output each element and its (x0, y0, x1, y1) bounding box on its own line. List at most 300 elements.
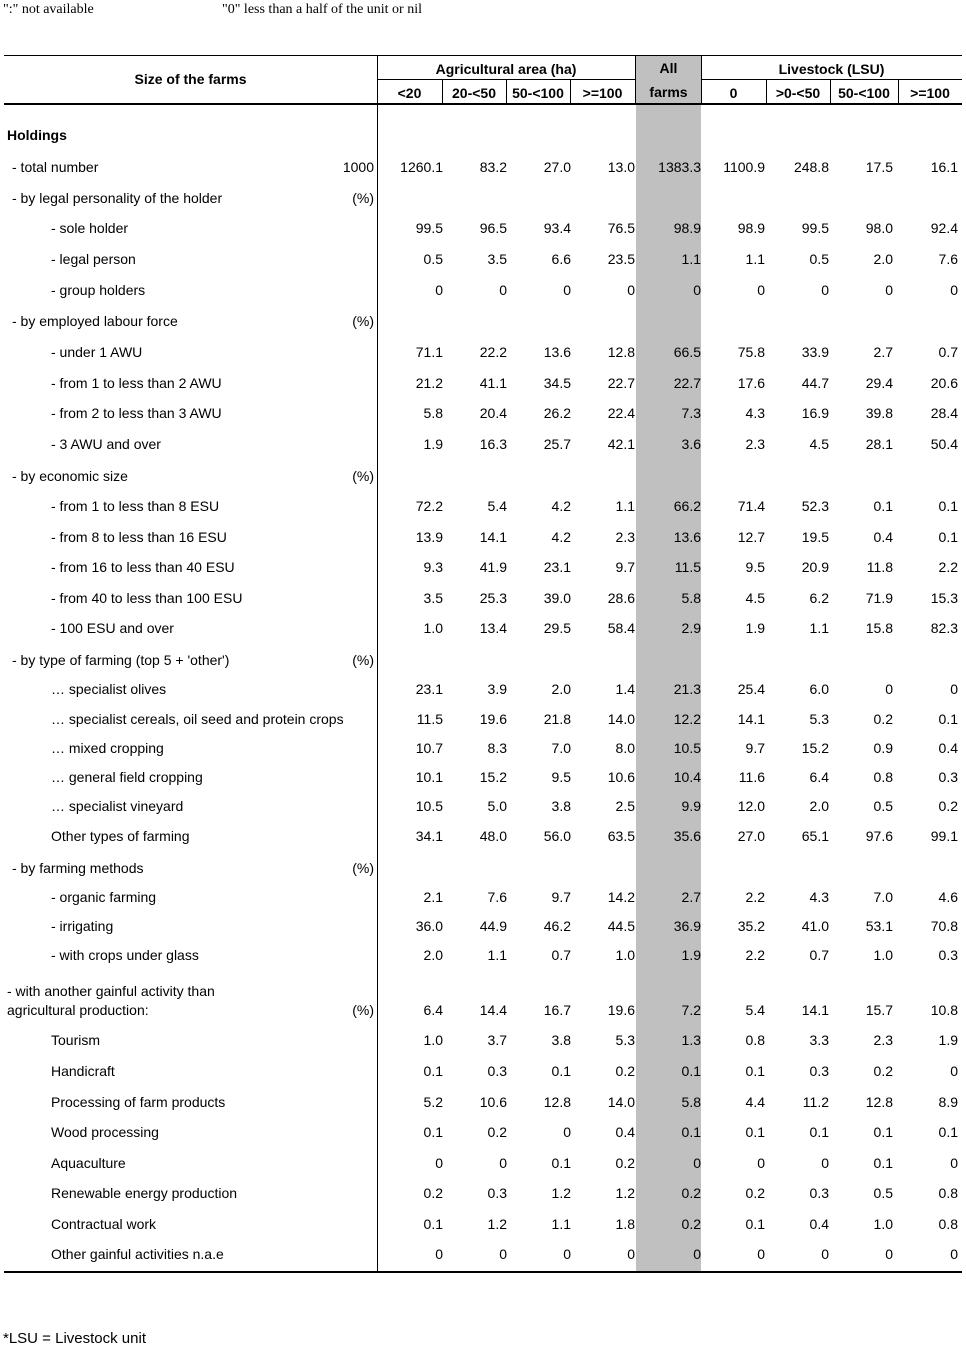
value-cell: 75.8 (737, 344, 765, 360)
all-farms-cell: 10.5 (673, 740, 701, 756)
value-cell: 15.8 (865, 620, 893, 636)
value-cell: 4.4 (745, 1094, 765, 1110)
table-row (4, 1245, 962, 1265)
row-unit: (%) (352, 652, 374, 668)
value-cell: 29.4 (865, 375, 893, 391)
value-cell: 4.6 (938, 889, 958, 905)
value-cell: 33.9 (801, 344, 829, 360)
col-header: >=100 (910, 85, 950, 101)
row-label: - 100 ESU and over (51, 620, 174, 636)
value-cell: 13.4 (479, 620, 507, 636)
value-cell: 12.7 (737, 529, 765, 545)
row-label: - by legal personality of the holder (12, 190, 223, 206)
value-cell: 1100.9 (723, 159, 765, 175)
value-cell: 2.2 (745, 947, 765, 963)
value-cell: 0 (435, 1246, 443, 1262)
all-farms-cell: 1.9 (681, 947, 701, 963)
value-cell: 17.5 (865, 159, 893, 175)
farm-structure-table (4, 55, 962, 1273)
value-cell: 1.9 (423, 436, 443, 452)
value-cell: 16.1 (930, 159, 958, 175)
value-cell: 2.0 (551, 681, 571, 697)
value-cell: 1.9 (938, 1032, 958, 1048)
value-cell: 39.8 (865, 405, 893, 421)
value-cell: 0.7 (551, 947, 571, 963)
value-cell: 10.6 (607, 769, 635, 785)
value-cell: 0.8 (938, 1185, 958, 1201)
value-cell: 53.1 (865, 918, 893, 934)
col-header: 50-<100 (838, 85, 890, 101)
value-cell: 83.2 (479, 159, 507, 175)
value-cell: 0.8 (745, 1032, 765, 1048)
value-cell: 1.2 (487, 1216, 507, 1232)
value-cell: 14.0 (607, 711, 635, 727)
value-cell: 2.3 (745, 436, 765, 452)
row-label: - total number (12, 159, 99, 175)
row-label: Other types of farming (51, 828, 190, 844)
all-farms-cell: 0.2 (681, 1216, 701, 1232)
value-cell: 63.5 (607, 828, 635, 844)
value-cell: 4.5 (809, 436, 829, 452)
value-cell: 0.1 (423, 1216, 443, 1232)
value-cell: 8.9 (938, 1094, 958, 1110)
all-farms-cell: 1383.3 (658, 159, 701, 175)
value-cell: 0.1 (551, 1063, 571, 1079)
value-cell: 10.8 (930, 1002, 958, 1018)
value-cell: 92.4 (930, 220, 958, 236)
all-farms-cell: 10.4 (673, 769, 701, 785)
value-cell: 0 (821, 1246, 829, 1262)
value-cell: 0 (821, 282, 829, 298)
value-cell: 11.2 (802, 1094, 829, 1110)
value-cell: 2.0 (809, 798, 829, 814)
header-agricultural-area: Agricultural area (ha) (435, 61, 577, 77)
value-cell: 4.2 (551, 498, 571, 514)
value-cell: 9.3 (423, 559, 443, 575)
value-cell: 0 (950, 1155, 958, 1171)
value-cell: 1.1 (551, 1216, 571, 1232)
value-cell: 76.5 (607, 220, 635, 236)
value-cell: 1.0 (423, 620, 443, 636)
row-label: - by employed labour force (12, 313, 178, 329)
value-cell: 1.0 (615, 947, 635, 963)
table-row (4, 281, 962, 301)
header-size-of-farms: Size of the farms (134, 71, 247, 87)
table-top-rule (4, 55, 962, 56)
value-cell: 2.3 (873, 1032, 893, 1048)
value-cell: 1.1 (487, 947, 507, 963)
value-cell: 15.3 (930, 590, 958, 606)
col-header: 20-<50 (452, 85, 496, 101)
value-cell: 0.2 (615, 1063, 635, 1079)
value-cell: 28.1 (865, 436, 893, 452)
table-row (4, 946, 962, 966)
row-label: - by farming methods (12, 860, 144, 876)
value-cell: 0 (563, 1124, 571, 1140)
table-row (4, 374, 962, 394)
value-cell: 70.8 (930, 918, 958, 934)
value-cell: 5.4 (745, 1002, 765, 1018)
table-row (4, 888, 962, 908)
table-row (4, 343, 962, 363)
value-cell: 2.0 (423, 947, 443, 963)
header-livestock: Livestock (LSU) (778, 61, 885, 77)
row-label: … general field cropping (51, 769, 203, 785)
row-label: Holdings (7, 127, 67, 143)
value-cell: 0 (821, 1155, 829, 1171)
header-all: All (659, 60, 678, 76)
value-cell: 3.5 (423, 590, 443, 606)
value-cell: 97.6 (865, 828, 893, 844)
value-cell: 21.2 (415, 375, 443, 391)
value-cell: 28.6 (607, 590, 635, 606)
value-cell: 42.1 (607, 436, 635, 452)
table-row (4, 619, 962, 639)
value-cell: 2.7 (873, 344, 893, 360)
value-cell: 19.6 (607, 1002, 635, 1018)
value-cell: 0.4 (938, 740, 958, 756)
value-cell: 3.3 (809, 1032, 829, 1048)
note-zero: "0" less than a half of the unit or nil (222, 2, 422, 17)
value-cell: 13.9 (415, 529, 443, 545)
value-cell: 6.6 (551, 251, 571, 267)
value-cell: 5.0 (487, 798, 507, 814)
value-cell: 0.5 (423, 251, 443, 267)
value-cell: 0.8 (873, 769, 893, 785)
table-row (4, 1123, 962, 1143)
value-cell: 19.6 (479, 711, 507, 727)
row-label: - from 2 to less than 3 AWU (51, 405, 222, 421)
value-cell: 20.6 (930, 375, 958, 391)
value-cell: 0 (757, 1155, 765, 1171)
all-farms-cell: 98.9 (673, 220, 701, 236)
row-unit: (%) (352, 468, 374, 484)
value-cell: 0.1 (423, 1063, 443, 1079)
all-farms-cell: 5.8 (681, 1094, 701, 1110)
value-cell: 0.1 (551, 1155, 571, 1171)
value-cell: 4.3 (745, 405, 765, 421)
row-label: - irrigating (51, 918, 114, 934)
value-cell: 0.7 (809, 947, 829, 963)
value-cell: 99.5 (801, 220, 829, 236)
value-cell: 10.1 (415, 769, 443, 785)
row-label: Handicraft (51, 1063, 115, 1079)
all-farms-cell: 0 (693, 1246, 701, 1262)
value-cell: 96.5 (479, 220, 507, 236)
value-cell: 0 (757, 1246, 765, 1262)
value-cell: 25.3 (479, 590, 507, 606)
value-cell: 41.9 (479, 559, 507, 575)
value-cell: 0.3 (487, 1185, 507, 1201)
value-cell: 0 (499, 282, 507, 298)
value-cell: 16.7 (543, 1002, 571, 1018)
value-cell: 2.2 (938, 559, 958, 575)
value-cell: 14.1 (737, 711, 765, 727)
value-cell: 2.1 (423, 889, 443, 905)
row-label: - legal person (51, 251, 136, 267)
value-cell: 9.5 (745, 559, 765, 575)
value-cell: 0.2 (423, 1185, 443, 1201)
table-row (4, 1184, 962, 1204)
col-header: 0 (729, 85, 738, 101)
value-cell: 1.9 (745, 620, 765, 636)
value-cell: 28.4 (930, 405, 958, 421)
all-farms-cell: 2.7 (681, 889, 701, 905)
value-cell: 3.8 (551, 798, 571, 814)
value-cell: 0.1 (873, 1155, 893, 1171)
value-cell: 0.1 (423, 1124, 443, 1140)
value-cell: 0.3 (809, 1185, 829, 1201)
value-cell: 1.2 (551, 1185, 571, 1201)
value-cell: 0.9 (873, 740, 893, 756)
table-row (4, 1215, 962, 1235)
value-cell: 1.1 (745, 251, 765, 267)
col-header: <20 (397, 85, 422, 101)
all-farms-cell: 0 (693, 1155, 701, 1171)
col-header: >=100 (582, 85, 623, 101)
value-cell: 0.4 (873, 529, 893, 545)
value-cell: 25.7 (543, 436, 571, 452)
all-farms-cell: 1.1 (681, 251, 701, 267)
row-label: … specialist cereals, oil seed and protein crops (51, 711, 344, 727)
value-cell: 22.7 (607, 375, 635, 391)
all-farms-cell: 13.6 (673, 529, 701, 545)
row-label: - from 16 to less than 40 ESU (51, 559, 235, 575)
row-label: … mixed cropping (51, 740, 164, 756)
value-cell: 17.6 (737, 375, 765, 391)
value-cell: 0 (499, 1155, 507, 1171)
value-cell: 0.1 (873, 498, 893, 514)
all-farms-cell: 12.2 (673, 711, 701, 727)
value-cell: 1260.1 (400, 159, 443, 175)
value-cell: 0 (563, 282, 571, 298)
table-row (4, 982, 962, 1018)
value-cell: 0.2 (873, 1063, 893, 1079)
row-label: Aquaculture (51, 1155, 126, 1171)
value-cell: 50.4 (930, 436, 958, 452)
value-cell: 8.0 (615, 740, 635, 756)
value-cell: 52.3 (801, 498, 829, 514)
value-cell: 248.8 (793, 159, 829, 175)
value-cell: 0 (950, 1246, 958, 1262)
all-farms-cell: 0 (693, 282, 701, 298)
value-cell: 0.1 (745, 1124, 765, 1140)
value-cell: 13.0 (607, 159, 635, 175)
value-cell: 71.9 (865, 590, 893, 606)
row-label: - from 8 to less than 16 ESU (51, 529, 227, 545)
value-cell: 10.5 (415, 798, 443, 814)
value-cell: 56.0 (543, 828, 571, 844)
value-cell: 0.4 (615, 1124, 635, 1140)
row-label: - with another gainful activity than (7, 983, 215, 999)
row-label-continued: agricultural production: (7, 1002, 149, 1018)
all-farms-cell: 66.5 (673, 344, 701, 360)
note-not-available: ":" not available (3, 2, 94, 17)
value-cell: 1.0 (873, 1216, 893, 1232)
value-cell: 9.5 (551, 769, 571, 785)
row-label: - from 1 to less than 8 ESU (51, 498, 220, 514)
value-cell: 11.5 (416, 711, 443, 727)
table-row (4, 589, 962, 609)
table-row (4, 312, 962, 332)
table-row (4, 827, 962, 847)
all-farms-cell: 11.5 (674, 559, 701, 575)
value-cell: 0.2 (615, 1155, 635, 1171)
value-cell: 35.2 (737, 918, 765, 934)
value-cell: 20.4 (479, 405, 507, 421)
table-row (4, 497, 962, 517)
value-cell: 9.7 (615, 559, 635, 575)
value-cell: 36.0 (415, 918, 443, 934)
value-cell: 29.5 (543, 620, 571, 636)
all-farms-cell: 5.8 (681, 590, 701, 606)
value-cell: 1.0 (423, 1032, 443, 1048)
row-unit: 1000 (342, 159, 374, 175)
value-cell: 10.6 (479, 1094, 507, 1110)
value-cell: 1.4 (615, 681, 635, 697)
table-row (4, 528, 962, 548)
value-cell: 0.2 (745, 1185, 765, 1201)
all-farms-cell: 3.6 (681, 436, 701, 452)
value-cell: 41.0 (801, 918, 829, 934)
value-cell: 98.0 (865, 220, 893, 236)
value-cell: 5.2 (423, 1094, 443, 1110)
value-cell: 19.5 (801, 529, 829, 545)
value-cell: 2.0 (873, 251, 893, 267)
value-cell: 22.2 (479, 344, 507, 360)
value-cell: 0.1 (938, 1124, 958, 1140)
row-label: - by economic size (12, 468, 128, 484)
all-farms-cell: 0.2 (681, 1185, 701, 1201)
value-cell: 0 (435, 1155, 443, 1171)
value-cell: 10.7 (415, 740, 443, 756)
value-cell: 1.2 (615, 1185, 635, 1201)
row-unit: (%) (352, 1002, 374, 1018)
value-cell: 0.2 (938, 798, 958, 814)
value-cell: 34.5 (543, 375, 571, 391)
value-cell: 0.5 (873, 798, 893, 814)
table-row (4, 651, 962, 671)
value-cell: 26.2 (543, 405, 571, 421)
value-cell: 98.9 (737, 220, 765, 236)
value-cell: 9.7 (551, 889, 571, 905)
value-cell: 0 (627, 1246, 635, 1262)
table-row (4, 158, 962, 178)
all-farms-cell: 0.1 (681, 1063, 701, 1079)
value-cell: 0.3 (938, 769, 958, 785)
value-cell: 71.1 (415, 344, 443, 360)
all-farms-cell: 22.7 (673, 375, 701, 391)
value-cell: 14.1 (801, 1002, 829, 1018)
row-label: - sole holder (51, 220, 129, 236)
value-cell: 15.7 (865, 1002, 893, 1018)
value-cell: 21.8 (543, 711, 571, 727)
value-cell: 44.5 (607, 918, 635, 934)
value-cell: 3.7 (487, 1032, 507, 1048)
value-cell: 3.9 (487, 681, 507, 697)
value-cell: 0 (499, 1246, 507, 1262)
row-label: Renewable energy production (51, 1185, 238, 1201)
value-cell: 25.4 (737, 681, 765, 697)
value-cell: 5.8 (423, 405, 443, 421)
row-label: - 3 AWU and over (51, 436, 161, 452)
row-label: - by type of farming (top 5 + 'other') (12, 652, 230, 668)
value-cell: 4.2 (551, 529, 571, 545)
value-cell: 16.3 (479, 436, 507, 452)
value-cell: 12.8 (865, 1094, 893, 1110)
value-cell: 1.8 (615, 1216, 635, 1232)
value-cell: 14.0 (607, 1094, 635, 1110)
value-cell: 20.9 (801, 559, 829, 575)
value-cell: 2.5 (615, 798, 635, 814)
value-cell: 0.2 (873, 711, 893, 727)
all-farms-cell: 7.3 (681, 405, 701, 421)
value-cell: 22.4 (607, 405, 635, 421)
value-cell: 7.0 (873, 889, 893, 905)
value-cell: 7.6 (487, 889, 507, 905)
value-cell: 9.7 (745, 740, 765, 756)
row-label: … specialist vineyard (51, 798, 184, 814)
value-cell: 14.1 (479, 529, 507, 545)
value-cell: 0.5 (809, 251, 829, 267)
value-cell: 12.8 (543, 1094, 571, 1110)
value-cell: 6.2 (809, 590, 829, 606)
value-cell: 12.0 (737, 798, 765, 814)
value-cell: 1.0 (873, 947, 893, 963)
value-cell: 12.8 (607, 344, 635, 360)
value-cell: 34.1 (415, 828, 443, 844)
value-cell: 14.2 (607, 889, 635, 905)
table-row (4, 219, 962, 239)
livestock-header-divider (701, 79, 962, 80)
value-cell: 8.3 (487, 740, 507, 756)
all-farms-cell: 0.1 (681, 1124, 701, 1140)
row-label: Processing of farm products (51, 1094, 226, 1110)
all-farms-cell: 66.2 (673, 498, 701, 514)
value-cell: 11.6 (738, 769, 765, 785)
header-farms: farms (649, 84, 688, 100)
table-row (4, 558, 962, 578)
all-farms-cell: 7.2 (681, 1002, 701, 1018)
value-cell: 71.4 (737, 498, 765, 514)
table-row (4, 859, 962, 879)
row-label: Contractual work (51, 1216, 157, 1232)
value-cell: 15.2 (801, 740, 829, 756)
value-cell: 0.1 (809, 1124, 829, 1140)
value-cell: 44.7 (801, 375, 829, 391)
value-cell: 93.4 (543, 220, 571, 236)
value-cell: 23.5 (607, 251, 635, 267)
value-cell: 6.4 (809, 769, 829, 785)
value-cell: 2.3 (615, 529, 635, 545)
value-cell: 48.0 (479, 828, 507, 844)
row-label: … specialist olives (51, 681, 167, 697)
value-cell: 3.8 (551, 1032, 571, 1048)
value-cell: 27.0 (737, 828, 765, 844)
value-cell: 0.3 (487, 1063, 507, 1079)
value-cell: 0 (885, 282, 893, 298)
table-row (4, 250, 962, 270)
value-cell: 5.3 (615, 1032, 635, 1048)
all-farms-cell: 35.6 (673, 828, 701, 844)
value-cell: 13.6 (543, 344, 571, 360)
value-cell: 2.2 (745, 889, 765, 905)
value-cell: 99.5 (415, 220, 443, 236)
value-cell: 0.3 (938, 947, 958, 963)
footnote: *LSU = Livestock unit (3, 1330, 146, 1347)
value-cell: 5.4 (487, 498, 507, 514)
value-cell: 58.4 (607, 620, 635, 636)
